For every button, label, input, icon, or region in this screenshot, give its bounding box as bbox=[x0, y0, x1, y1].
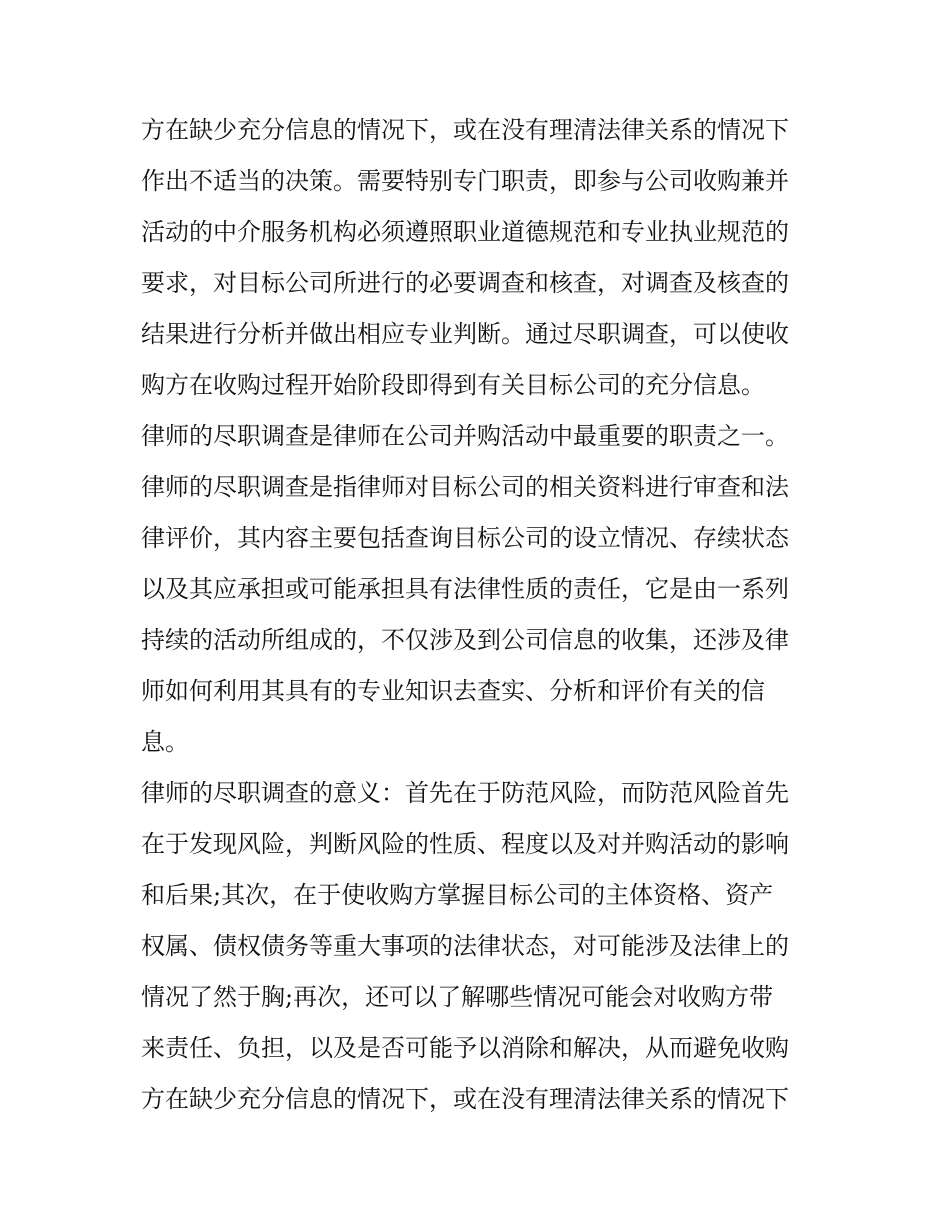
text-line: 律评价，其内容主要包括查询目标公司的设立情况、存续状态 bbox=[141, 524, 789, 552]
text-line: 要求，对目标公司所进行的必要调查和核查，对调查及核查的 bbox=[141, 269, 789, 297]
text-line: 情况了然于胸;再次，还可以了解哪些情况可能会对收购方带 bbox=[141, 983, 774, 1011]
text-line: 方在缺少充分信息的情况下，或在没有理清法律关系的情况下 bbox=[141, 1085, 789, 1113]
text-line: 购方在收购过程开始阶段即得到有关目标公司的充分信息。 bbox=[141, 371, 765, 399]
text-line: 律师的尽职调查是指律师对目标公司的相关资料进行审查和法 bbox=[141, 473, 789, 501]
text-line: 来责任、负担，以及是否可能予以消除和解决，从而避免收购 bbox=[141, 1034, 789, 1062]
text-line: 和后果;其次，在于使收购方掌握目标公司的主体资格、资产 bbox=[141, 881, 774, 909]
text-line: 作出不适当的决策。需要特别专门职责，即参与公司收购兼并 bbox=[141, 167, 789, 195]
text-line: 方在缺少充分信息的情况下，或在没有理清法律关系的情况下 bbox=[141, 116, 789, 144]
text-line: 活动的中介服务机构必须遵照职业道德规范和专业执业规范的 bbox=[141, 218, 789, 246]
text-line: 权属、债权债务等重大事项的法律状态，对可能涉及法律上的 bbox=[141, 932, 789, 960]
text-line: 律师的尽职调查的意义：首先在于防范风险，而防范风险首先 bbox=[141, 779, 789, 807]
text-line: 持续的活动所组成的，不仅涉及到公司信息的收集，还涉及律 bbox=[141, 626, 789, 654]
text-line: 在于发现风险，判断风险的性质、程度以及对并购活动的影响 bbox=[141, 830, 789, 858]
text-line: 师如何利用其具有的专业知识去查实、分析和评价有关的信 bbox=[141, 677, 765, 705]
text-line: 以及其应承担或可能承担具有法律性质的责任，它是由一系列 bbox=[141, 575, 789, 603]
text-line: 息。 bbox=[141, 728, 189, 756]
text-line: 律师的尽职调查是律师在公司并购活动中最重要的职责之一。 bbox=[141, 422, 789, 450]
body-text bbox=[141, 105, 821, 1125]
text-line: 结果进行分析并做出相应专业判断。通过尽职调查，可以使收 bbox=[141, 320, 789, 348]
